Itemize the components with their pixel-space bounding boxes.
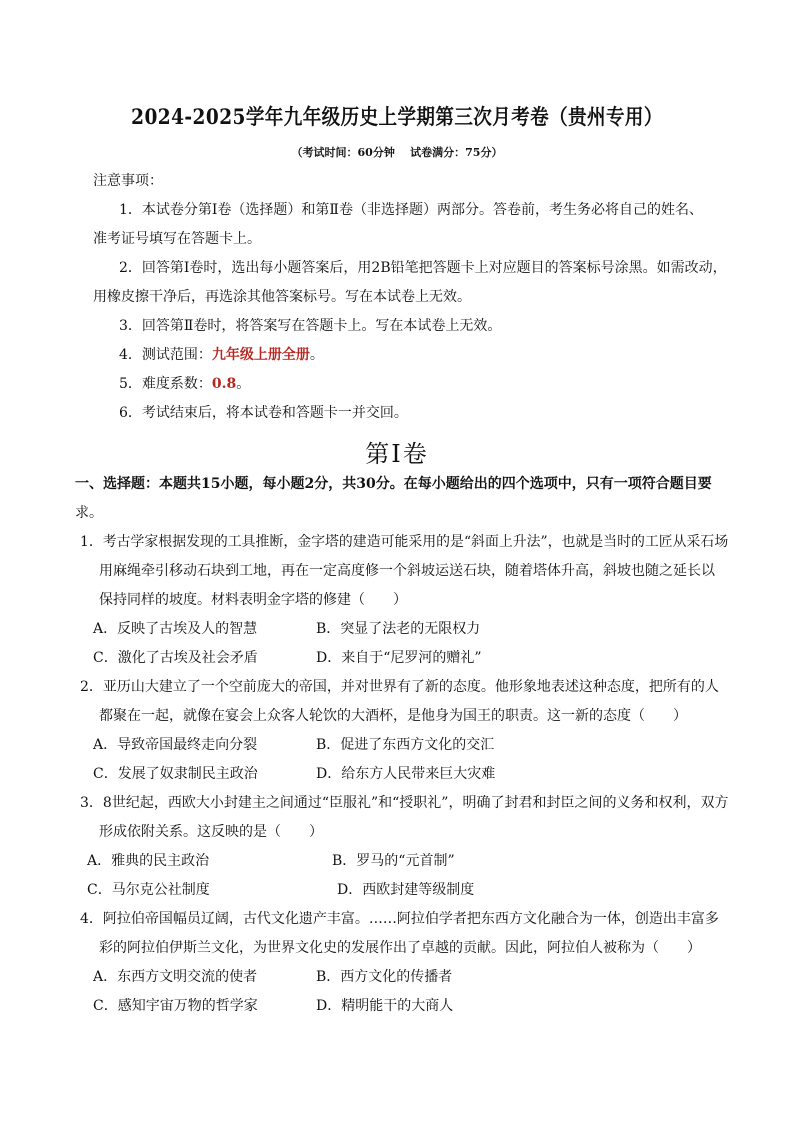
question-4-option-d: D．精明能干的大商人	[316, 998, 454, 1014]
note-5-prefix: 5．难度系数：	[119, 376, 212, 392]
instruction-prefix: 一、选择题：	[75, 476, 159, 492]
question-3-option-d: D．西欧封建等级制度	[337, 882, 475, 898]
note-1-line-2: 准考证号填写在答题卡上。	[93, 231, 261, 247]
note-4-suffix: 。	[309, 347, 324, 363]
note-2-line-1: 2．回答第Ⅰ卷时，选出每小题答案后，用2B铅笔把答题卡上对应题目的答案标号涂黑。如需改动，	[119, 260, 727, 276]
note-5-suffix: 。	[236, 376, 251, 392]
question-3-option-c: C．马尔克公社制度	[87, 882, 210, 898]
test-scope: 九年级上册全册	[211, 347, 310, 363]
note-6: 6．考试结束后，将本试卷和答题卡一并交回。	[119, 405, 408, 421]
question-1-option-b: B．突显了法老的无限权力	[316, 621, 481, 637]
question-1-line-2: 用麻绳牵引移动石块到工地，再在一定高度修一个斜坡运送石块，随着塔体升高，斜坡也随之延长以	[99, 563, 715, 579]
note-4	[119, 345, 324, 365]
section-instruction	[75, 474, 712, 494]
question-2-option-b: B．促进了东西方文化的交汇	[316, 737, 495, 753]
question-4-option-c: C．感知宇宙万物的哲学家	[93, 998, 258, 1014]
notes-heading: 注意事项：	[93, 173, 163, 189]
question-4-option-b: B．西方文化的传播者	[316, 969, 453, 985]
note-3: 3．回答第Ⅱ卷时，将答案写在答题卡上。写在本试卷上无效。	[119, 318, 502, 334]
question-4-line-1: 4．阿拉伯帝国幅员辽阔，古代文化遗产丰富。……阿拉伯学者把东西方文化融合为一体，创造出丰富多	[80, 911, 719, 927]
exam-subtitle: （考试时间：60分钟 试卷满分：75分）	[291, 146, 503, 159]
question-4-option-a: A．东西方文明交流的使者	[93, 969, 258, 985]
note-5	[119, 374, 250, 394]
question-1-option-d: D．来自于“尼罗河的赠礼”	[316, 650, 482, 666]
question-4-line-2: 彩的阿拉伯伊斯兰文化，为世界文化史的发展作出了卓越的贡献。因此，阿拉伯人被称为（ ）	[99, 940, 701, 956]
question-2-line-2: 都聚在一起，就像在宴会上众客人轮饮的大酒杯，是他身为国王的职责。这一新的态度（ ）	[99, 708, 687, 724]
question-3-line-2: 形成依附关系。这反映的是（ ）	[99, 824, 323, 840]
instruction-body: 本题共15小题，每小题2分，共30分。在每小题给出的四个选项中，只有一项符合题目要	[159, 476, 712, 492]
question-3-line-1: 3．8世纪起，西欧大小封建主之间通过“臣服礼”和“授职礼”，明确了封君和封臣之间的义务和权利，双方	[80, 795, 729, 811]
question-2-option-d: D．给东方人民带来巨大灾难	[316, 766, 496, 782]
section-instruction-line-2: 求。	[75, 505, 103, 521]
question-2-option-a: A．导致帝国最终走向分裂	[93, 737, 258, 753]
question-3-option-b: B．罗马的“元首制”	[332, 853, 455, 869]
question-1-line-3: 保持同样的坡度。材料表明金字塔的修建（ ）	[99, 592, 407, 608]
section-title: 第Ⅰ卷	[365, 440, 429, 468]
question-1-line-1: 1．考古学家根据发现的工具推断，金字塔的建造可能采用的是“斜面上升法”，也就是当时的工匠从采石场	[80, 534, 729, 550]
question-2-option-c: C．发展了奴隶制民主政治	[93, 766, 258, 782]
question-1-option-c: C．激化了古埃及社会矛盾	[93, 650, 258, 666]
question-3-option-a: A．雅典的民主政治	[87, 853, 210, 869]
question-1-option-a: A．反映了古埃及人的智慧	[93, 621, 258, 637]
difficulty-coefficient: 0.8	[211, 376, 237, 392]
note-2-line-2: 用橡皮擦干净后，再选涂其他答案标号。写在本试卷上无效。	[93, 289, 471, 305]
question-2-line-1: 2．亚历山大建立了一个空前庞大的帝国，并对世界有了新的态度。他形象地表述这种态度，把所有的人	[80, 679, 719, 695]
note-4-prefix: 4．测试范围：	[119, 347, 212, 363]
exam-title: 2024-2025学年九年级历史上学期第三次月考卷（贵州专用）	[131, 104, 663, 129]
note-1-line-1: 1．本试卷分第Ⅰ卷（选择题）和第Ⅱ卷（非选择题）两部分。答卷前，考生务必将自己的姓名、	[119, 202, 703, 218]
